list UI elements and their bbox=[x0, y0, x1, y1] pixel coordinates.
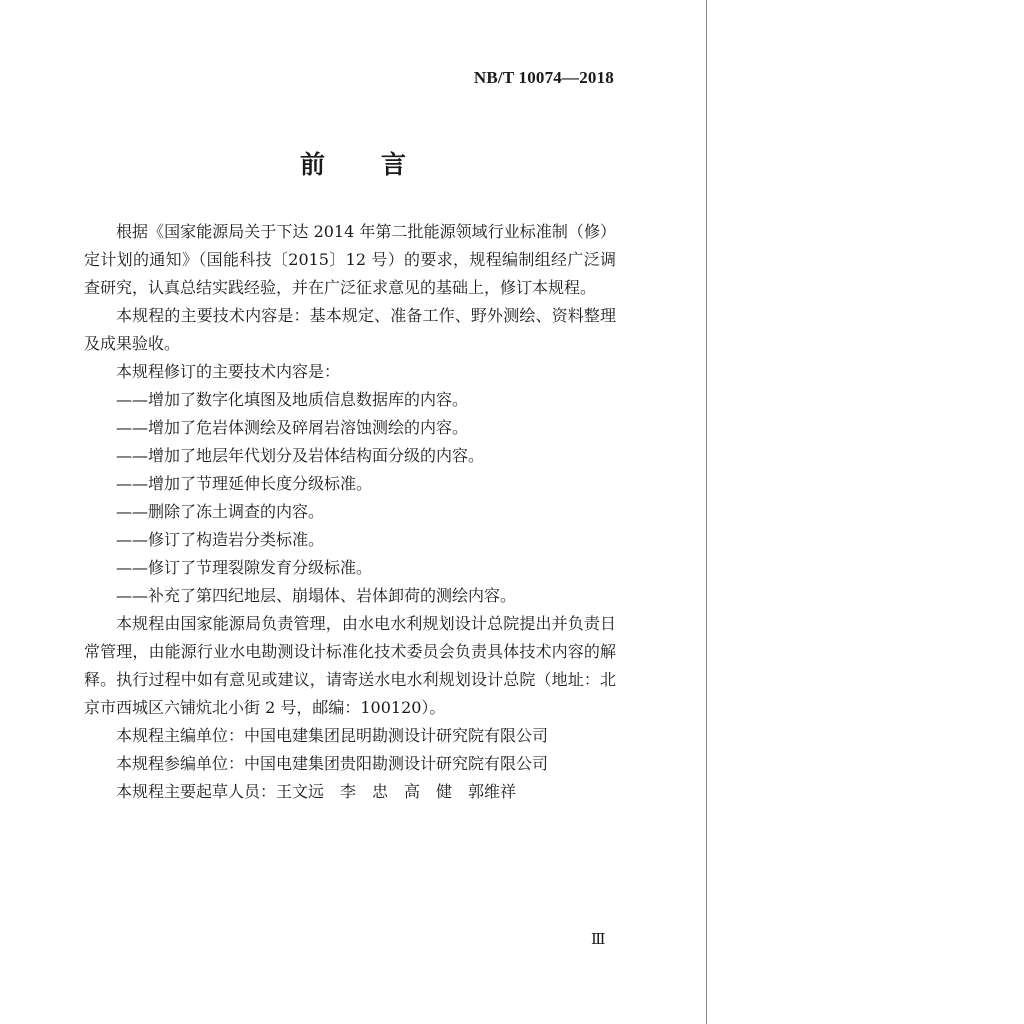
paragraph-main-content: 本规程的主要技术内容是：基本规定、准备工作、野外测绘、资料整理及成果验收。 bbox=[84, 306, 616, 353]
revision-item: ——增加了节理延伸长度分级标准。 bbox=[116, 474, 373, 493]
revision-item: ——修订了构造岩分类标准。 bbox=[116, 530, 325, 549]
page-title bbox=[300, 145, 406, 181]
title-char-2: 言 bbox=[381, 150, 407, 179]
drafters-label: 本规程主要起草人员： bbox=[116, 782, 277, 801]
drafters-value: 王文远 李 忠 高 健 郭维祥 bbox=[276, 782, 517, 801]
revision-item: ——增加了危岩体测绘及碎屑岩溶蚀测绘的内容。 bbox=[116, 418, 469, 437]
paragraph-basis: 根据《国家能源局关于下达 2014 年第二批能源领域行业标准制（修）定计划的通知》（国能科技〔2015〕12 号）的要求，规程编制组经广泛调查研究，认真总结实践经验，并在广泛征求意见的基础上，修订本规程。 bbox=[84, 222, 616, 297]
revision-item: ——增加了数字化填图及地质信息数据库的内容。 bbox=[116, 390, 469, 409]
revision-item: ——补充了第四纪地层、崩塌体、岩体卸荷的测绘内容。 bbox=[116, 586, 517, 605]
chief-editor-value: 中国电建集团昆明勘测设计研究院有限公司 bbox=[244, 726, 549, 745]
revision-item: ——修订了节理裂隙发育分级标准。 bbox=[116, 558, 373, 577]
foreword-body bbox=[84, 218, 616, 806]
chief-editor-label: 本规程主编单位： bbox=[116, 726, 245, 745]
chief-editor-unit bbox=[84, 722, 616, 750]
drafters bbox=[84, 778, 616, 806]
paragraph-revision-intro: 本规程修订的主要技术内容是： bbox=[116, 362, 341, 381]
participating-value: 中国电建集团贵阳勘测设计研究院有限公司 bbox=[244, 754, 549, 773]
standard-code: NB/T 10074—2018 bbox=[473, 68, 614, 87]
revision-item: ——删除了冻土调查的内容。 bbox=[116, 502, 325, 521]
page-number: Ⅲ bbox=[591, 930, 606, 948]
page-divider-line bbox=[706, 0, 707, 1024]
participating-label: 本规程参编单位： bbox=[116, 754, 245, 773]
revision-item: ——增加了地层年代划分及岩体结构面分级的内容。 bbox=[116, 446, 485, 465]
title-char-1: 前 bbox=[300, 150, 326, 179]
participating-unit bbox=[84, 750, 616, 778]
paragraph-management: 本规程由国家能源局负责管理，由水电水利规划设计总院提出并负责日常管理，由能源行业水电勘测设计标准化技术委员会负责具体技术内容的解释。执行过程中如有意见或建议，请寄送水电水利规划设计总院（地址：北京市西城区六铺炕北小街 2 号，邮编：100120）。 bbox=[84, 614, 616, 717]
